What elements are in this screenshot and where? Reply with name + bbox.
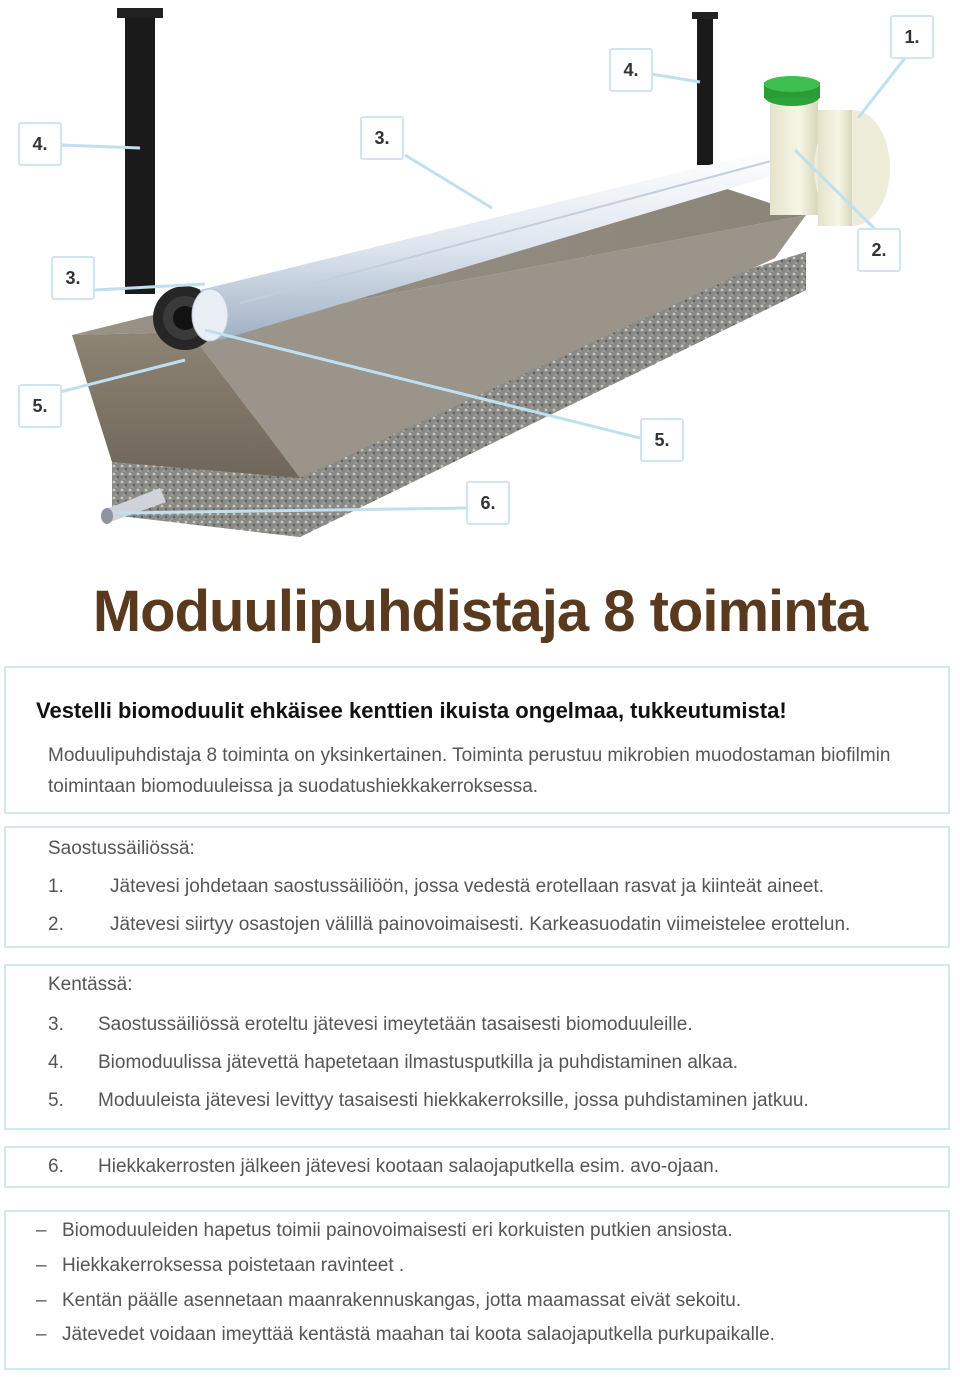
tank-box	[4, 826, 950, 948]
bullet-marker: –	[36, 1220, 47, 1241]
tank-step	[48, 876, 824, 898]
callout-3-middle: 3.	[360, 116, 404, 160]
step-number: 5.	[48, 1090, 64, 1111]
step-text: Saostussäiliössä eroteltu jätevesi imeytetään tasaisesti biomoduuleille.	[98, 1014, 693, 1035]
step-number: 1.	[48, 876, 64, 897]
final-step-box	[4, 1146, 950, 1188]
callout-6: 6.	[466, 481, 510, 525]
bullet-marker: –	[36, 1324, 47, 1345]
step-text: Biomoduulissa jätevettä hapetetaan ilmastusputkilla ja puhdistaminen alkaa.	[98, 1052, 739, 1073]
final-step	[48, 1156, 720, 1178]
step-number: 4.	[48, 1052, 64, 1073]
callout-2: 2.	[857, 228, 901, 272]
tank-label: Saostussäiliössä:	[48, 838, 195, 859]
callout-4-right: 4.	[609, 48, 653, 92]
step-number: 2.	[48, 914, 64, 935]
intro-box	[4, 666, 950, 814]
note-item: Biomoduuleiden hapetus toimii painovoimaisesti eri korkuisten putkien ansiosta.	[62, 1220, 733, 1241]
callout-5-right: 5.	[640, 418, 684, 462]
note-item: Jätevedet voidaan imeyttää kentästä maahan tai koota salaojaputkella purkupaikalle.	[62, 1324, 775, 1345]
callout-5-left: 5.	[18, 384, 62, 428]
bullet-marker: –	[36, 1290, 47, 1311]
intro-text: Moduulipuhdistaja 8 toiminta on yksinkertainen. Toiminta perustuu mikrobien muodostaman biofilmin toimintaan biomoduuleissa ja suodatushiekkakerroksessa.	[48, 745, 891, 797]
field-label: Kentässä:	[48, 974, 133, 995]
page-title: Moduulipuhdistaja 8 toiminta	[92, 579, 868, 644]
callout-1: 1.	[890, 15, 934, 59]
step-text: Jätevesi siirtyy osastojen välillä painovoimaisesti. Karkeasuodatin viimeistelee erottelun.	[110, 914, 851, 935]
field-step	[48, 1090, 809, 1112]
callout-4-left: 4.	[18, 122, 62, 166]
step-number: 3.	[48, 1014, 64, 1035]
note-item: Kentän päälle asennetaan maanrakennuskangas, jotta maamassat eivät sekoitu.	[62, 1290, 742, 1311]
intro-headline: Vestelli biomoduulit ehkäisee kenttien ikuista ongelmaa, tukkeutumista!	[36, 698, 787, 723]
field-step	[48, 1014, 693, 1036]
field-step	[48, 1052, 739, 1074]
tank-step	[48, 914, 851, 936]
step-text: Jätevesi johdetaan saostussäiliöön, jossa vedestä erotellaan rasvat ja kiinteät aineet.	[110, 876, 824, 897]
notes-box	[4, 1210, 950, 1370]
step-number: 6.	[48, 1156, 64, 1177]
filter-field-illustration	[0, 0, 960, 560]
step-text: Moduuleista jätevesi levittyy tasaisesti hiekkakerroksille, jossa puhdistaminen jatkuu.	[98, 1090, 809, 1111]
field-box	[4, 964, 950, 1130]
callout-3-left: 3.	[51, 256, 95, 300]
note-item: Hiekkakerroksessa poistetaan ravinteet .	[62, 1255, 405, 1276]
bullet-marker: –	[36, 1255, 47, 1276]
step-text: Hiekkakerrosten jälkeen jätevesi kootaan salaojaputkella esim. avo-ojaan.	[98, 1156, 720, 1177]
